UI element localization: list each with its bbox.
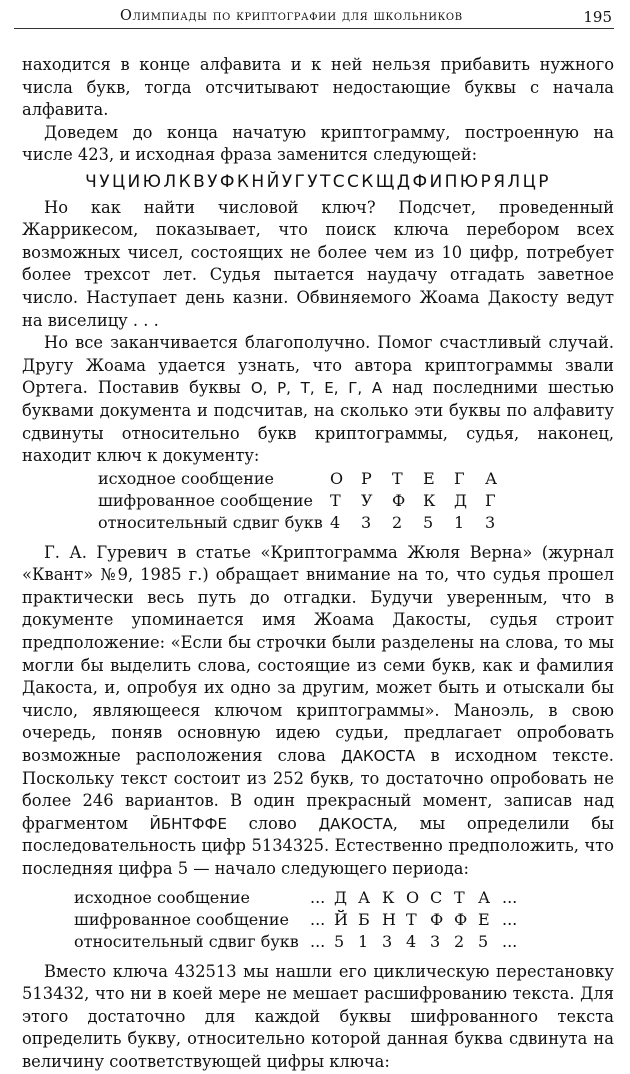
table-cell: А	[358, 887, 371, 907]
word-dakosta-2: ДАКОСТА	[318, 814, 393, 833]
table-cell: 4	[406, 931, 417, 951]
table-cell: 3	[430, 931, 441, 951]
row-label: исходное сообщение	[98, 468, 274, 488]
cipher-line: ЧУЦИЮЛКВУФКНЙУГУТССКЩДФИПЮРЯЛЦР	[85, 171, 551, 192]
table-cell: 3	[361, 512, 372, 532]
paragraph-5-part-d: , мы определили бы последовательность цифр 5134325. Естественно предположить, что последняя цифра 5 — начало следующего периода:	[22, 813, 614, 878]
table-cell: Р	[361, 468, 372, 488]
table-row	[74, 931, 526, 953]
word-dakosta-1: ДАКОСТА	[340, 747, 416, 766]
row-label: исходное сообщение	[74, 887, 250, 907]
table-cell: ...	[502, 909, 518, 929]
row-label: шифрованное сообщение	[98, 490, 313, 510]
table-cell: Д	[454, 490, 468, 510]
paragraph-2: Доведем до конца начатую криптограмму, построенную на числе 423, и исходная фраза заменится следующей:	[22, 122, 614, 165]
table-row	[98, 468, 516, 490]
table-cell: 3	[382, 931, 393, 951]
paragraph-6: Вместо ключа 432513 мы нашли его циклическую перестановку 513432, что ни в коей мере не мешает расшифрованию текста. Для этого достаточно для каждой буквы шифрованного текста определить букву, относительно которой данная буква сдвинута на величину соответствующей цифры ключа:	[22, 961, 614, 1071]
table-cell: ...	[502, 931, 518, 951]
table-cell: О	[330, 468, 344, 488]
table-cell: 5	[423, 512, 434, 532]
table-cell: Б	[358, 909, 370, 929]
paragraph-5	[22, 542, 614, 881]
page-number: 195	[583, 8, 612, 26]
table-cell: Т	[454, 887, 465, 907]
table-cell: Й	[334, 909, 348, 929]
paragraph-4-letters: О, Р, Т, Е, Г, А	[250, 379, 383, 398]
table-cell: 5	[334, 931, 345, 951]
paragraph-4	[22, 332, 614, 468]
table-cell: 2	[392, 512, 403, 532]
paragraph-1: находится в конце алфавита и к ней нельзя прибавить нужного числа букв, тогда отсчитывают недостающие буквы с начала алфавита.	[22, 55, 614, 120]
key-table-1	[98, 468, 516, 534]
table-cell: ...	[502, 887, 518, 907]
paragraph-5-part-a: Г. А. Гуревич в статье «Криптограмма Жюля Верна» (журнал «Квант» №9, 1985 г.) обращает внимание на то, что судья прошел практически весь путь до отгадки. Будучи уверенным, что в документе упоминается имя Жоама Дакосты, судья строит предположение: «Если бы строчки были разделены на слова, то мы могли бы выделить слова, состоящие из семи букв, как и фамилия Дакоста, и, опробуя их одно за другим, может быть и отыскали бы число, являющееся ключом криптограммы». Маноэль, в свою очередь, поняв основную идею судьи, предлагает опробовать возможные расположения слова	[22, 542, 614, 766]
table-cell: А	[485, 468, 498, 488]
table-cell: ...	[310, 887, 326, 907]
table-cell: Т	[330, 490, 341, 510]
table-cell: Г	[454, 468, 465, 488]
table-cell: Т	[392, 468, 403, 488]
table-cell: 5	[478, 931, 489, 951]
table-cell: К	[423, 490, 436, 510]
running-header	[14, 6, 614, 29]
table-cell: Н	[382, 909, 396, 929]
table-cell: К	[382, 887, 395, 907]
table-cell: У	[361, 490, 373, 510]
paragraph-5-part-b: в исходном тексте. Поскольку текст состоит из 252 букв, то достаточно опробовать не более 246 вариантов. В один прекрасный момент, записав над фрагментом	[22, 746, 614, 833]
table-cell: Г	[485, 490, 496, 510]
body-text	[22, 54, 614, 1074]
table-cell: Е	[478, 909, 490, 929]
table-cell: 4	[330, 512, 341, 532]
row-label: относительный сдвиг букв	[98, 512, 323, 532]
row-label: относительный сдвиг букв	[74, 931, 299, 951]
table-cell: 2	[454, 931, 465, 951]
table-cell: ...	[310, 909, 326, 929]
table-row	[74, 909, 526, 931]
table-cell: ...	[310, 931, 326, 951]
table-cell: А	[478, 887, 491, 907]
key-table-2	[74, 887, 526, 953]
paragraph-4-part-a: Но все заканчивается благополучно. Помог счастливый случай. Другу Жоама удается узнать, что автора криптограммы звали Ортега. Поставив буквы	[22, 333, 614, 398]
table-row	[98, 512, 516, 534]
word-fragment: ЙБНТФФЕ	[149, 814, 227, 833]
running-title: Олимпиады по криптографии для школьников	[120, 8, 463, 24]
table-cell: О	[406, 887, 420, 907]
table-row	[98, 490, 516, 512]
table-cell: Е	[423, 468, 435, 488]
paragraph-4-part-b: над последними шестью буквами документа и подсчитав, на сколько эти буквы по алфавиту сдвинуты относительно букв криптограммы, судья, наконец, находит ключ к документу:	[22, 378, 614, 466]
table-cell: 3	[485, 512, 496, 532]
paragraph-3: Но как найти числовой ключ? Подсчет, проведенный Жаррикесом, показывает, что поиск ключа перебором всех возможных чисел, состоящих не более чем из 10 цифр, потребует более трехсот лет. Судья пытается наудачу отгадать заветное число. Наступает день казни. Обвиняемого Жоама Дакосту ведут на виселицу . . .	[22, 197, 614, 330]
table-cell: Д	[334, 887, 348, 907]
table-cell: С	[430, 887, 443, 907]
table-cell: 1	[358, 931, 369, 951]
row-label: шифрованное сообщение	[74, 909, 289, 929]
table-row	[74, 887, 526, 909]
table-cell: 1	[454, 512, 465, 532]
table-cell: Ф	[454, 909, 468, 929]
table-cell: Т	[406, 909, 417, 929]
paragraph-5-part-c: слово	[226, 813, 319, 833]
table-cell: Ф	[430, 909, 444, 929]
table-cell: Ф	[392, 490, 406, 510]
